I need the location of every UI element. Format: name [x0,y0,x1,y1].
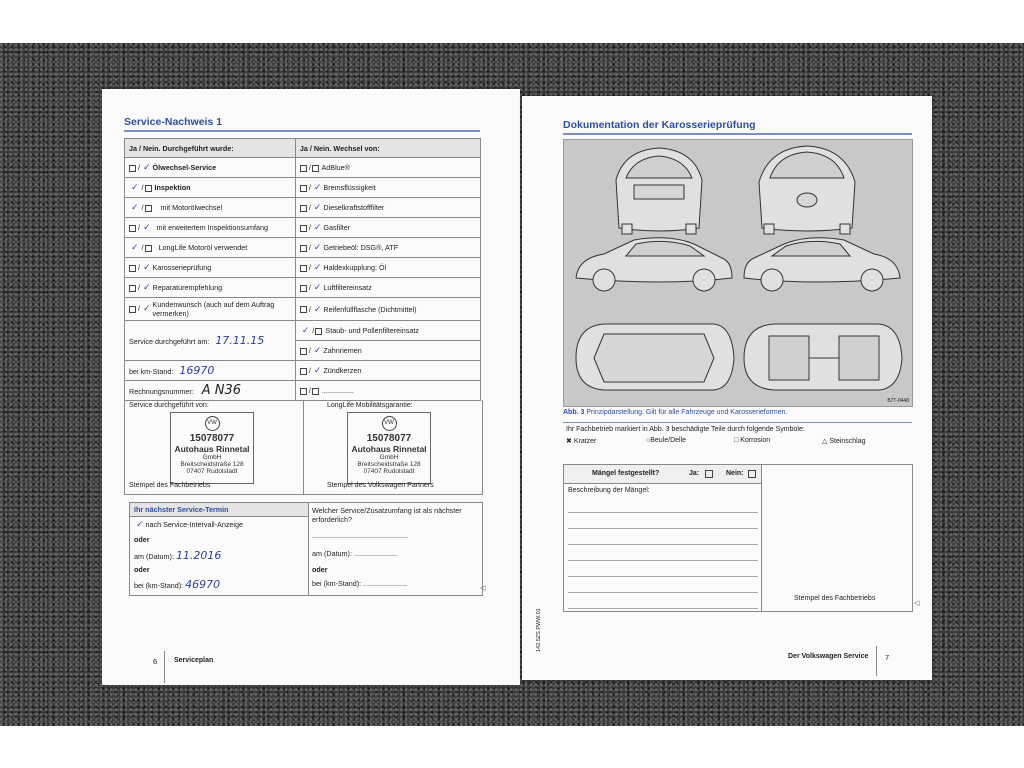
checkbox-ja[interactable] [300,388,307,395]
row-label: ................ [321,386,354,395]
side-code: 142.5ZS.PWW.01 [536,608,542,652]
service-table [124,138,481,401]
row-label: Inspektion [154,183,191,192]
service-by-label: Service durchgeführt von: [129,402,209,409]
symbol-label: Beule/Delle [650,437,687,444]
page-number-left: 6 [153,657,158,666]
check-mark-icon: ✓ [313,282,322,292]
row-label: Reifenfüllflasche (Dichtmittel) [323,304,417,314]
cross-icon: ✖ [566,438,574,445]
km-value[interactable]: 16970 [179,364,215,377]
next-right-question: Welcher Service/Zusatzumfang ist als nächster erforderlich? [312,506,462,524]
oder-3: oder [312,565,328,574]
divider [761,465,762,611]
defects-header [564,465,762,484]
km-label: bei km-Stand: [129,367,174,376]
caption-text: Prinzipdarstellung. Gilt für alle Fahrzeuge und Karosserieformen. [586,409,788,416]
table-row: Rechnungsnummer: A N36 / ................ [125,381,481,401]
next-km [134,578,220,591]
next-interval [134,519,243,530]
row-label: mit erweitertem Inspektionsumfang [156,223,268,232]
stamp-caption: Stempel des Fachbetriebs [794,595,876,602]
next-date-value[interactable]: 11.2016 [175,549,222,562]
footer-right: Der Volkswagen Service [788,653,869,660]
next-right-dots: ................................................ [312,531,408,540]
col-left-header: Ja / Nein. Durchgeführt wurde: [125,139,296,158]
stamp-city: 07407 Rudolstadt [186,468,238,475]
checkbox-ja[interactable] [129,265,136,272]
check-mark-icon: ✓ [143,302,151,313]
footer-divider [164,651,165,683]
checkbox-ja[interactable] [129,285,136,292]
figure-code: B7T-0448 [887,398,909,404]
checkbox-ja[interactable] [129,165,136,172]
row-label: Bremsflüssigkeit [323,183,376,192]
checkbox-nein[interactable] [145,245,152,252]
footer-divider [876,646,877,676]
car-diagram [563,139,913,407]
check-mark-icon: ✓ [143,222,151,232]
next-interval-label: nach Service-Intervall-Anzeige [145,520,244,529]
arrow-icon: ◁ [914,600,920,607]
left-page-title: Service-Nachweis 1 [124,116,223,128]
stamp-cell-right [303,400,482,494]
checkbox-ja[interactable] [300,185,307,192]
title-rule [124,130,480,132]
row-label: Zahnriemen [323,346,362,355]
stamp-street: Breitscheidstraße 128 [180,461,244,468]
check-mark-icon: ✓ [313,182,322,192]
stamp-caption-right: Stempel des Volkswagen Partners [327,482,434,489]
checkbox-ja[interactable] [300,306,307,313]
checkbox-nein[interactable] [145,185,152,192]
row-label: Getriebeöl: DSG®, ATF [323,243,399,252]
title-rule [563,133,912,135]
check-mark-icon: ✓ [313,303,322,314]
symbol-korrosion [734,437,770,444]
symbol-label: Korrosion [740,437,771,444]
stamp-street: Breitscheidstraße 128 [357,461,421,468]
next-right-km: bei (km-Stand): ...................... [312,579,408,588]
footer-left: Serviceplan [174,657,214,664]
mobility-label: LongLife Mobilitätsgarantie: [327,402,413,409]
stamp-caption-left: Stempel des Fachbetriebs [129,482,211,489]
row-label: LongLife Motoröl verwendet [158,243,248,252]
table-row: Service durchgeführt am: 17.11.15 ✓ / Staub- und Pollenfiltereinsatz [125,321,481,341]
symbol-label: Steinschlag [829,438,866,445]
checkbox-ja[interactable] [300,368,307,375]
table-row: bei km-Stand: 16970 / ✓ Zündkerzen [125,361,481,381]
checkbox-nein[interactable] [145,205,152,212]
row-label: Dieselkraftstofffilter [323,203,385,212]
stamp-company: Autohaus Rinnetal [174,444,250,454]
table-row: / ✓ Ölwechsel-Service / AdBlue® [125,158,481,178]
check-mark-icon: ✓ [313,365,322,375]
table-row: / ✓ Zahnriemen [125,341,481,361]
check-mark-icon: ✓ [313,202,322,212]
col-right-header: Ja / Nein. Wechsel von: [295,139,480,158]
check-mark-icon: ✓ [131,242,139,252]
check-mark-icon: ✓ [313,222,322,232]
row-label: Reparaturempfehlung [152,283,223,292]
order-value[interactable]: A N36 [201,383,242,398]
check-mark-icon: ✓ [131,202,139,212]
nein-label: Nein: [726,470,744,477]
stamp-number: 15078077 [366,433,412,444]
row-label: Kundenwunsch (auch auf dem Auftrag vermerken) [152,300,275,318]
caption-rule [563,422,912,423]
table-row: / ✓ Karosserieprüfung / ✓ Haldexkupplung: Öl [125,258,481,278]
checkbox-ja[interactable] [129,306,136,313]
left-page [102,89,520,685]
next-km-value[interactable]: 46970 [185,578,221,591]
row-label: Karosserieprüfung [152,263,212,272]
table-row: ✓ / LongLife Motoröl verwendet / ✓ Getriebeöl: DSG®, ATF [125,238,481,258]
next-date-label: am (Datum): [134,552,174,561]
right-page [522,96,932,680]
symbol-kratzer [566,437,596,445]
check-mark-icon: ✓ [313,262,322,272]
page-number-right: 7 [885,653,890,662]
service-date-label: Service durchgeführt am: [129,337,210,346]
symbol-steinschlag [822,437,866,445]
next-date [134,549,221,562]
row-label: mit Motorölwechsel [160,203,223,212]
ja-label: Ja: [689,470,700,477]
divider [308,503,309,595]
symbol-label: Kratzer [573,438,597,445]
next-right-date: am (Datum): ...................... [312,549,398,558]
defects-box [563,464,913,612]
stamp-cell-left [125,400,304,494]
check-mark-icon: ✓ [136,519,144,529]
table-row: ✓ / Inspektion / ✓ Bremsflüssigkeit [125,178,481,198]
ja-checkbox[interactable] [705,470,713,478]
table-row: ✓ / mit Motorölwechsel / ✓ Dieselkraftstofffilter [125,198,481,218]
figure-caption [563,409,788,416]
symbol-beule [646,437,686,444]
square-icon: □ [734,437,741,444]
checkbox-ja[interactable] [129,225,136,232]
checkbox-nein[interactable] [312,388,319,395]
next-service-box [129,502,486,596]
stamp-city: 07407 Rudolstadt [363,468,415,475]
nein-checkbox[interactable] [748,470,756,478]
defects-label: Mängel festgestellt? [592,470,660,477]
stamp-area [124,400,483,495]
order-label: Rechnungsnummer: [129,387,194,396]
checkbox-ja[interactable] [300,165,307,172]
vw-logo-icon: VW [205,416,220,431]
vw-logo-icon: VW [382,416,397,431]
arrow-icon: ◁ [480,585,486,592]
triangle-icon: △ [822,438,830,445]
stamp-number: 15078077 [189,433,235,444]
table-row: / ✓ mit erweitertem Inspektionsumfang / ✓ Gasfilter [125,218,481,238]
check-mark-icon: ✓ [143,262,151,272]
dealer-stamp [170,412,254,484]
next-km-label: bei (km-Stand): [134,581,184,590]
row-label: Ölwechsel-Service [152,163,217,172]
partner-stamp [347,412,431,484]
description-lines[interactable] [568,497,758,609]
car-outlines-svg [564,140,912,406]
row-label: AdBlue® [321,163,350,172]
caption-label: Abb. 3 [563,409,585,416]
row-label: Zündkerzen [323,366,362,375]
right-page-title: Dokumentation der Karosserieprüfung [563,119,756,131]
checkbox-ja[interactable] [300,265,307,272]
row-label: Gasfilter [323,223,351,232]
checkbox-ja[interactable] [300,205,307,212]
service-date-value[interactable]: 17.11.15 [215,334,265,347]
table-row: / ✓ Kundenwunsch (auch auf dem Auftrag vermerken) / ✓ Reifenfüllflasche (Dichtmittel) [125,298,481,321]
checkbox-nein[interactable] [315,328,322,335]
row-label: Luftfiltereinsatz [323,283,372,292]
check-mark-icon: ✓ [313,242,322,252]
row-label: Staub- und Pollenfiltereinsatz [325,326,419,335]
description-label: Beschreibung der Mängel: [568,487,650,494]
check-mark-icon: ✓ [143,162,151,172]
checkbox-ja[interactable] [300,285,307,292]
stamp-company: Autohaus Rinnetal [351,444,427,454]
check-mark-icon: ✓ [301,325,310,335]
checkbox-ja[interactable] [300,225,307,232]
circle-icon: ○ [646,437,651,444]
check-mark-icon: ✓ [131,182,139,192]
stamp-gmbh: GmbH [379,454,399,461]
stamp-gmbh: GmbH [202,454,222,461]
oder-1: oder [134,535,150,544]
table-row: / ✓ Reparaturempfehlung / ✓ Luftfiltereinsatz [125,278,481,298]
oder-2: oder [134,565,150,574]
checkbox-ja[interactable] [300,348,307,355]
instruction-text: Ihr Fachbetrieb markiert in Abb. 3 beschädigte Teile durch folgende Symbole: [566,426,805,433]
check-mark-icon: ✓ [313,345,322,355]
checkbox-ja[interactable] [300,245,307,252]
next-service-title: Ihr nächster Service-Termin [130,503,308,517]
check-mark-icon: ✓ [143,282,151,292]
checkbox-nein[interactable] [312,165,319,172]
row-label: Haldexkupplung: Öl [323,263,387,272]
